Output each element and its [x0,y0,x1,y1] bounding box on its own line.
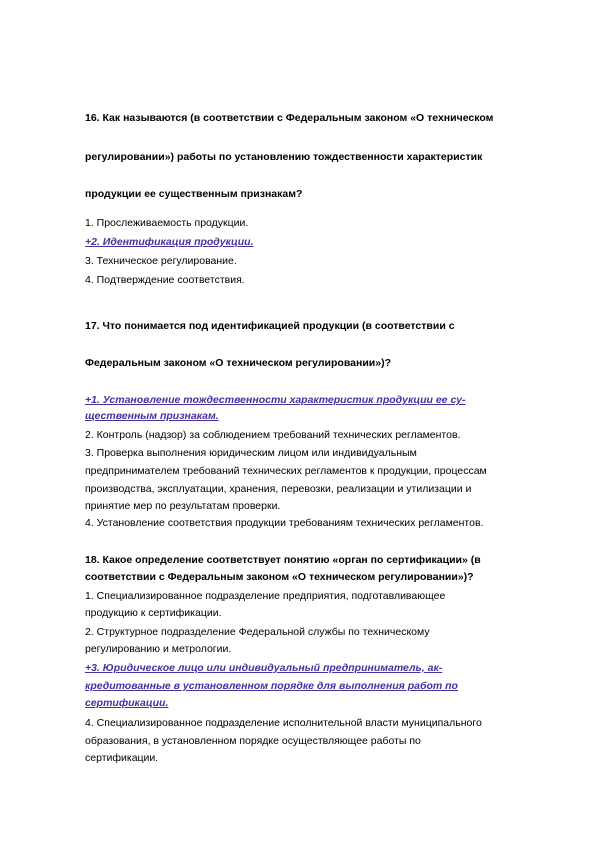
q16-line-3: продукции ее существенным признакам? [85,188,303,200]
q17-option-1-correct-b: щественным признакам. [85,410,219,422]
q18-option-3-correct-b: кредитованные в установленном порядке для выполнения работ по [85,680,458,692]
q16-line-2: регулировании») работы по установлению тождественности характеристик [85,151,483,163]
q16-line-1: 16. Как называются (в соответствии с Федеральным законом «О техническом [85,112,494,124]
q18-line-1: 18. Какое определение соответствует понятию «орган по сертификации» (в [85,554,481,566]
q17-option-3-a: 3. Проверка выполнения юридическим лицом или индивидуальным [85,447,417,459]
q17-option-3-c: производства, эксплуатации, хранения, перевозки, реализации и утилизации и [85,483,472,495]
q17-line-2: Федеральным законом «О техническом регулировании»)? [85,357,391,369]
q18-option-4-a: 4. Специализированное подразделение исполнительной власти муниципального [85,717,482,729]
q17-option-4: 4. Установление соответствия продукции требованиям технических регламентов. [85,517,484,529]
q18-option-2-b: регулированию и метрологии. [85,643,232,655]
q18-option-4-b: образования, в установленном порядке осуществляющее работы по [85,735,421,747]
q16-option-3: 3. Техническое регулирование. [85,255,237,267]
q17-option-3-b: предпринимателем требований технических регламентов к продукции, процессам [85,465,487,477]
q17-option-2: 2. Контроль (надзор) за соблюдением требований технических регламентов. [85,429,461,441]
q17-line-1: 17. Что понимается под идентификацией продукции (в соответствии с [85,320,455,332]
q16-option-1: 1. Прослеживаемость продукции. [85,217,249,229]
q18-option-2-a: 2. Структурное подразделение Федеральной службы по техническому [85,626,430,638]
q18-line-2: соответствии с Федеральным законом «О техническом регулировании»)? [85,571,474,583]
q16-option-4: 4. Подтверждение соответствия. [85,274,245,286]
q18-option-3-correct-c: сертификации. [85,697,169,709]
q17-option-3-d: принятие мер по результатам проверки. [85,500,281,512]
q18-option-4-c: сертификации. [85,752,159,764]
q18-option-1-b: продукцию к сертификации. [85,607,222,619]
q17-option-1-correct-a: +1. Установление тождественности характеристик продукции ее су- [85,394,466,406]
q16-option-2-correct: +2. Идентификация продукции. [85,236,254,248]
q18-option-1-a: 1. Специализированное подразделение предприятия, подготавливающее [85,590,446,602]
q18-option-3-correct-a: +3. Юридическое лицо или индивидуальный предприниматель, ак- [85,662,443,674]
